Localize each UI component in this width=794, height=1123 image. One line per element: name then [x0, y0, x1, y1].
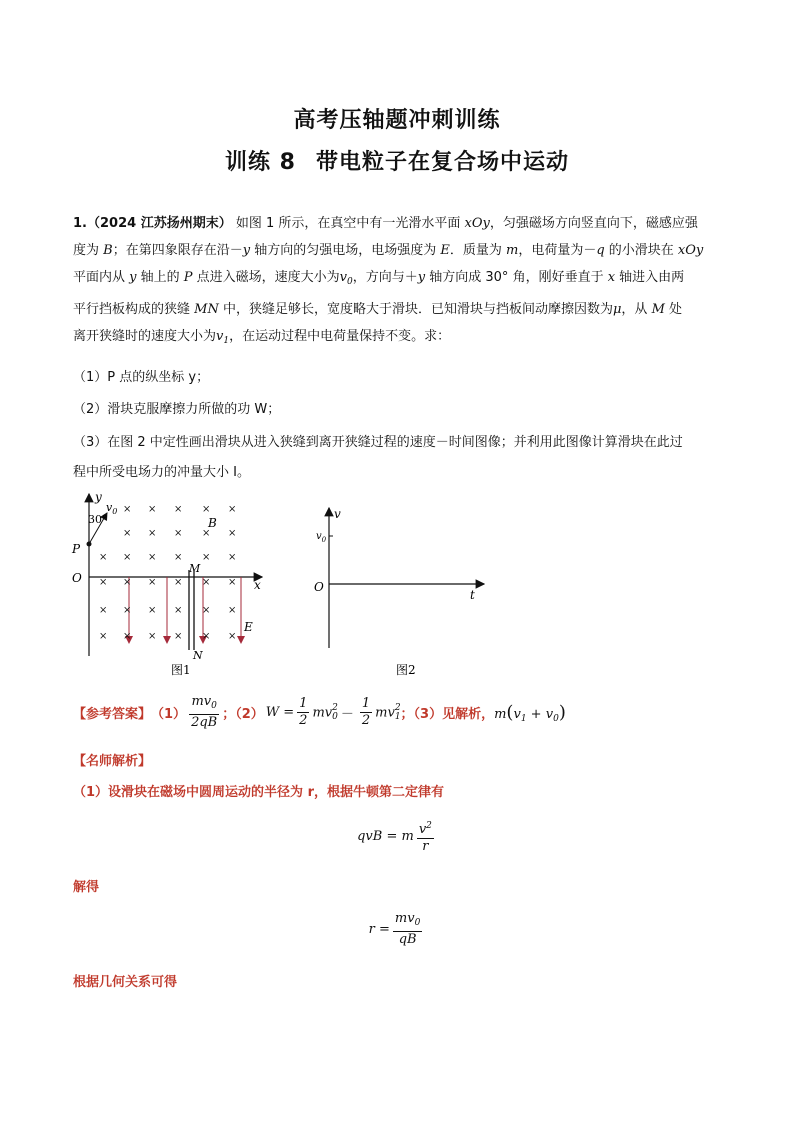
text: qB — [398, 932, 417, 947]
text: v — [216, 329, 224, 344]
text: v — [513, 706, 521, 722]
text: y — [242, 243, 251, 258]
text: 0 — [347, 277, 353, 287]
text: ，电荷量为－ — [518, 243, 597, 258]
text: ，方向与＋ — [352, 270, 418, 285]
text: μ — [612, 302, 622, 317]
v-squared-over-r — [417, 818, 434, 855]
text: 1 — [299, 696, 308, 711]
minus-sign: － — [340, 707, 354, 722]
answer-part-3-label: ；（3）见解析， — [400, 707, 495, 722]
slit-n-label: N — [193, 649, 203, 662]
radius-fraction — [393, 911, 422, 948]
problem-source: （2024 江苏扬州期末） — [86, 216, 232, 231]
field-cross: × — [148, 631, 157, 642]
text: 2 — [361, 713, 371, 728]
figure-1 — [66, 488, 272, 678]
text: 轴进入由两 — [615, 270, 685, 285]
problem-line-3 — [73, 264, 725, 296]
t-axis-label: t — [470, 588, 475, 602]
text: 2qB — [191, 715, 218, 730]
question-1: （1）P 点的纵坐标 y； — [73, 370, 210, 385]
v0-label: $v_0$ — [106, 501, 118, 516]
half-fraction — [297, 696, 309, 729]
slit-m-label: M — [189, 562, 201, 575]
answer-part-2-label: ；（2） — [222, 707, 264, 722]
field-cross: × — [174, 577, 183, 588]
field-cross: × — [202, 577, 211, 588]
work-formula-lhs: W = — [265, 705, 295, 720]
text: E — [440, 243, 450, 258]
text: 1 — [223, 336, 230, 346]
text: x — [607, 270, 616, 285]
problem-line-4 — [73, 296, 725, 323]
text: 如图 1 所示，在真空中有一光滑水平面 — [235, 216, 465, 231]
field-cross: × — [99, 605, 108, 616]
field-cross: × — [174, 504, 183, 515]
field-cross: × — [123, 577, 132, 588]
field-cross: × — [174, 605, 183, 616]
text: y — [129, 270, 137, 285]
text: 点进入磁场，速度大小为 — [192, 270, 340, 285]
text: 轴上的 — [136, 270, 184, 285]
text: v — [339, 270, 348, 285]
equation-radius — [0, 911, 794, 948]
question-3-line-1: （3）在图 2 中定性画出滑块从进入狭缝到离开狭缝过程的速度－时间图像；并利用此图像计算滑块在此过 — [73, 435, 683, 450]
text: 0 — [332, 711, 338, 722]
text: 处 — [664, 302, 683, 317]
field-cross: × — [202, 631, 211, 642]
e-field-label: E — [244, 620, 253, 634]
text: 1 — [394, 711, 401, 722]
text: M — [651, 302, 665, 317]
field-cross: × — [228, 504, 237, 515]
text: mv — [375, 705, 395, 720]
text: y — [417, 270, 426, 285]
text: 平行挡板构成的狭缝 — [73, 302, 195, 317]
y-axis-label: y — [95, 490, 102, 504]
text: B — [103, 243, 113, 258]
problem-statement — [73, 210, 725, 355]
half-fraction — [360, 696, 372, 729]
field-cross: × — [99, 552, 108, 563]
problem-line-2 — [73, 237, 725, 264]
origin-label: O — [314, 580, 324, 594]
field-cross: × — [228, 631, 237, 642]
text: mv — [394, 911, 415, 926]
text: 的小滑块在 — [604, 243, 678, 258]
text: 2 — [426, 821, 432, 831]
mv1-squared — [375, 704, 400, 722]
mv0-squared — [312, 704, 337, 722]
text: 中，狭缝足够长，宽度略大于滑块．已知滑块与挡板间动摩擦因数为 — [218, 302, 613, 317]
page-title: 高考压轴题冲刺训练 — [293, 108, 501, 133]
text: MN — [194, 302, 219, 317]
field-cross: × — [123, 605, 132, 616]
field-cross: × — [148, 605, 157, 616]
text: ( — [506, 701, 514, 723]
reference-answer — [73, 694, 566, 731]
field-cross: × — [123, 504, 132, 515]
field-cross: × — [123, 528, 132, 539]
field-cross: × — [123, 552, 132, 563]
solution-step-1: （1）设滑块在磁场中圆周运动的半径为 r，根据牛顿第二定律有 — [73, 785, 444, 800]
v-axis-label: v — [334, 507, 341, 521]
question-2: （2）滑块克服摩擦力所做的功 W； — [73, 402, 281, 417]
text: ) — [558, 701, 566, 723]
problem-line-5 — [73, 323, 725, 355]
text: xOy — [464, 216, 490, 231]
field-cross: × — [228, 552, 237, 563]
text: 0 — [414, 918, 421, 928]
text: ，匀强磁场方向竖直向下，磁感应强 — [489, 216, 698, 231]
text: 轴方向的匀强电场，电场强度为 — [250, 243, 441, 258]
field-cross: × — [99, 577, 108, 588]
field-cross: × — [174, 552, 183, 563]
answer-label: 【参考答案】 — [73, 707, 152, 722]
text: ；在第四象限存在沿－ — [112, 243, 243, 258]
field-cross: × — [202, 528, 211, 539]
problem-number: 1. — [73, 216, 87, 231]
field-cross: × — [99, 631, 108, 642]
field-cross: × — [202, 552, 211, 563]
text: 2 — [394, 702, 401, 713]
text: 2 — [332, 702, 338, 713]
field-cross: × — [148, 528, 157, 539]
question-3-line-2: 程中所受电场力的冲量大小 I。 — [73, 465, 250, 480]
point-p-label: P — [72, 542, 81, 556]
text: 1 — [520, 713, 527, 724]
text: 2 — [299, 713, 308, 728]
field-cross: × — [228, 528, 237, 539]
solution-geometry: 根据几何关系可得 — [73, 975, 178, 990]
text: xOy — [677, 243, 704, 258]
answer-part-1-label: （1） — [151, 707, 187, 722]
text: 轴方向成 30° 角，刚好垂直于 — [425, 270, 608, 285]
figure-1-caption: 图1 — [171, 663, 191, 677]
text: ，从 — [621, 302, 652, 317]
equation-newton — [0, 818, 794, 855]
text: 度为 — [73, 243, 104, 258]
field-cross: × — [148, 552, 157, 563]
field-cross: × — [202, 605, 211, 616]
field-cross: × — [123, 631, 132, 642]
text: + — [526, 706, 546, 722]
text: v — [418, 822, 427, 837]
text: m — [494, 706, 507, 722]
text: 平面内从 — [73, 270, 130, 285]
figure-2 — [308, 506, 488, 678]
subtitle-number: 训练 8 — [225, 150, 296, 175]
angle-label: 30° — [88, 513, 108, 526]
text: ，在运动过程中电荷量保持不变。求： — [229, 329, 451, 344]
subtitle-text: 带电粒子在复合场中运动 — [315, 150, 569, 175]
v0-tick-label: $v_0$ — [316, 531, 327, 544]
origin-label: O — [72, 571, 82, 585]
text: 0 — [553, 713, 559, 724]
x-axis-label: x — [254, 578, 261, 592]
field-cross: × — [148, 577, 157, 588]
text: m — [505, 243, 519, 258]
text: mv — [312, 705, 333, 720]
solution-jiede: 解得 — [73, 880, 100, 895]
text: r — [422, 839, 429, 854]
field-cross: × — [228, 577, 237, 588]
text: P — [183, 270, 193, 285]
field-cross: × — [174, 631, 183, 642]
text: 1 — [361, 696, 371, 711]
text: mv — [191, 694, 212, 709]
field-cross: × — [228, 605, 237, 616]
text: q — [596, 243, 605, 258]
text: 0 — [211, 701, 217, 711]
text: r = — [368, 922, 390, 937]
figure-2-caption: 图2 — [396, 663, 416, 677]
answer-1-fraction — [189, 694, 219, 731]
solution-label: 【名师解析】 — [73, 754, 152, 769]
text: ．质量为 — [449, 243, 506, 258]
b-field-label: B — [208, 516, 217, 530]
text: 离开狭缝时的速度大小为 — [73, 329, 217, 344]
field-cross: × — [174, 528, 183, 539]
page-subtitle — [0, 145, 794, 176]
impulse-formula — [494, 702, 566, 724]
field-cross: × — [148, 504, 157, 515]
problem-line-1 — [73, 210, 725, 237]
text: qvB = m — [357, 829, 414, 844]
field-cross: × — [202, 504, 211, 515]
text: v — [545, 706, 554, 722]
